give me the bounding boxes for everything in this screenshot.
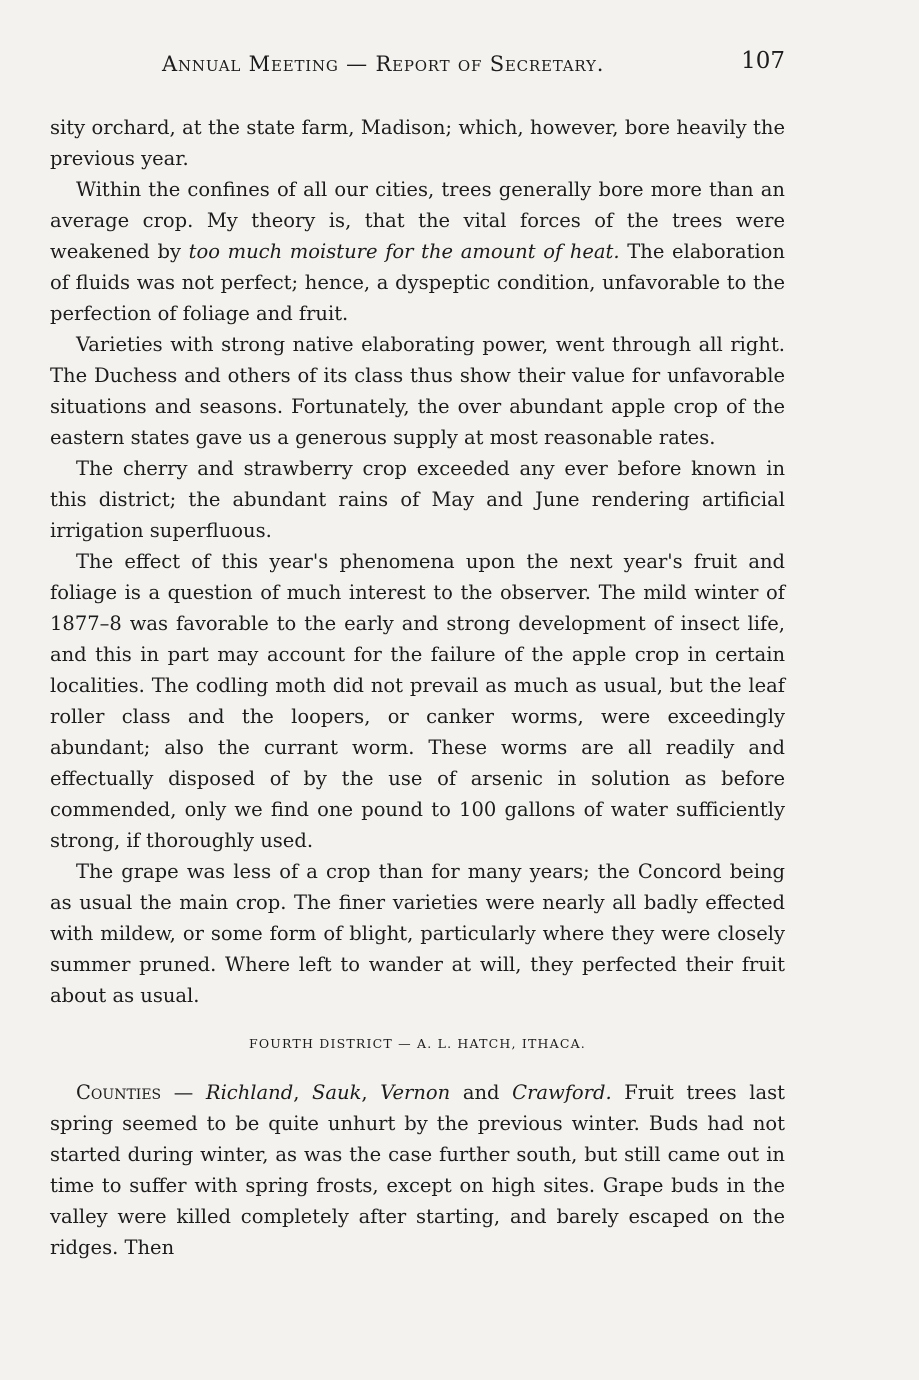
paragraph-counties [50,1077,785,1263]
county-separator: , [361,1081,381,1104]
running-head [50,42,785,82]
paragraph-cities [50,174,785,329]
paragraph-counties-text: Fruit trees last spring seemed to be quite unhurt by the previous winter. Buds had not started during winter, as was the case further south, but still came out in time to suffer with spring frosts, except on high sites. Grape buds in the valley were killed completely after starting, and barely escaped on the ridges. Then [50,1081,785,1259]
counties-label: Counties [76,1081,162,1104]
running-title: Annual Meeting — Report of Secretary. [162,52,605,76]
county-richland: Richland [205,1081,294,1104]
county-and: and [450,1081,513,1104]
county-separator: , [293,1081,313,1104]
paragraph-orchard: sity orchard, at the state farm, Madison; which, however, bore heavily the previous year. [50,116,785,170]
county-sauk: Sauk [312,1081,362,1104]
section-heading: FOURTH DISTRICT — A. L. HATCH, ITHACA. [248,1036,586,1051]
county-vernon: Vernon [380,1081,451,1104]
paragraph-phenomena: The effect of this year's phenomena upon the next year's fruit and foliage is a question of much interest to the observer. The mild winter of 1877–8 was favorable to the early and strong development of insect life, and this in part may account for the failure of the apple crop in certain localities. The codling moth did not prevail as much as usual, but the leaf roller class and the loopers, or canker worms, were exceedingly abundant; also the currant worm. These worms are all readily and effectually disposed of by the use of arsenic in solution as before commended, only we find one pound to 100 gallons of water sufficiently strong, if thoroughly used. [50,550,785,852]
paragraph-grape: The grape was less of a crop than for many years; the Concord being as usual the main crop. The finer varieties were nearly all badly effected with mildew, or some form of blight, particularly where they were closely summer pruned. Where left to wander at will, they perfected their fruit about as usual. [50,860,785,1007]
page-number: 107 [741,48,785,74]
county-crawford: Crawford. [512,1081,612,1104]
paragraph-cities-text-a: Within the confines of all our cities, trees generally bore more than an average crop. My theory is, that the vital forces of the trees were weakened by [50,178,785,263]
book-page [50,42,785,1263]
emphasis-moisture: too much moisture for the amount of heat. [188,240,620,263]
paragraph-cherry: The cherry and strawberry crop exceeded any ever before known in this district; the abundant rains of May and June rendering artificial irrigation superfluous. [50,457,785,542]
counties-dash: — [161,1081,206,1104]
paragraph-cities-text-b: The elaboration of fluids was not perfect; hence, a dyspeptic condition, unfavorable to the perfection of foliage and fruit. [50,240,785,325]
paragraph-varieties: Varieties with strong native elaborating power, went through all right. The Duchess and others of its class thus show their value for unfavorable situations and seasons. Fortunately, the over abundant apple crop of the eastern states gave us a generous supply at most reasonable rates. [50,333,785,449]
